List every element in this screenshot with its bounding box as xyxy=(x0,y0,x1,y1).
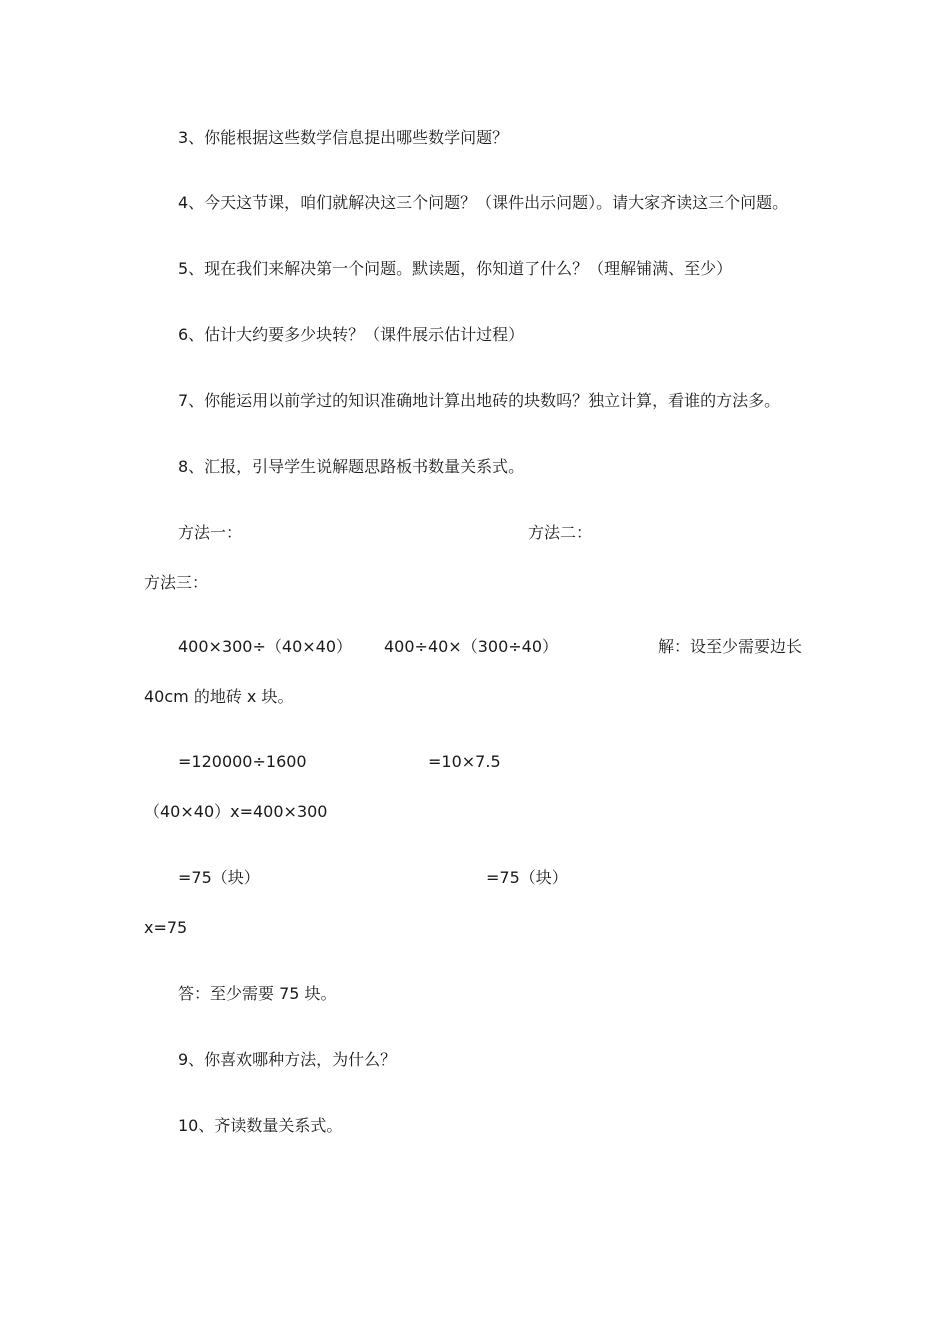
method-3-setup-line-1: 解：设至少需要边长 xyxy=(658,637,803,656)
method-1-step-2: =120000÷1600 xyxy=(178,752,307,771)
step-3: 3、你能根据这些数学信息提出哪些数学问题？ xyxy=(178,128,509,147)
method-1-result: =75（块） xyxy=(178,868,260,887)
method-2-result: =75（块） xyxy=(486,868,568,887)
step-4: 4、今天这节课，咱们就解决这三个问题？（课件出示问题）。请大家齐读这三个问题。 xyxy=(178,193,789,212)
step-10: 10、齐读数量关系式。 xyxy=(178,1116,343,1135)
step-5: 5、现在我们来解决第一个问题。默读题，你知道了什么？（理解铺满、至少） xyxy=(178,259,733,278)
method-2-expression: 400÷40×（300÷40） xyxy=(384,637,559,656)
step-6: 6、估计大约要多少块转？（课件展示估计过程） xyxy=(178,325,525,344)
method-3-result: x=75 xyxy=(144,918,188,937)
method-1-label: 方法一： xyxy=(178,523,243,542)
method-3-label: 方法三： xyxy=(144,573,209,592)
method-1-expression: 400×300÷（40×40） xyxy=(178,637,353,656)
answer: 答：至少需要 75 块。 xyxy=(178,984,337,1003)
step-9: 9、你喜欢哪种方法，为什么？ xyxy=(178,1050,397,1069)
method-3-equation: （40×40）x=400×300 xyxy=(144,802,328,821)
method-3-setup-line-2: 40cm 的地砖 x 块。 xyxy=(144,687,294,706)
method-2-label: 方法二： xyxy=(528,523,593,542)
step-8: 8、汇报，引导学生说解题思路板书数量关系式。 xyxy=(178,457,525,476)
method-2-step-2: =10×7.5 xyxy=(428,752,501,771)
step-7: 7、你能运用以前学过的知识准确地计算出地砖的块数吗？独立计算，看谁的方法多。 xyxy=(178,391,781,410)
